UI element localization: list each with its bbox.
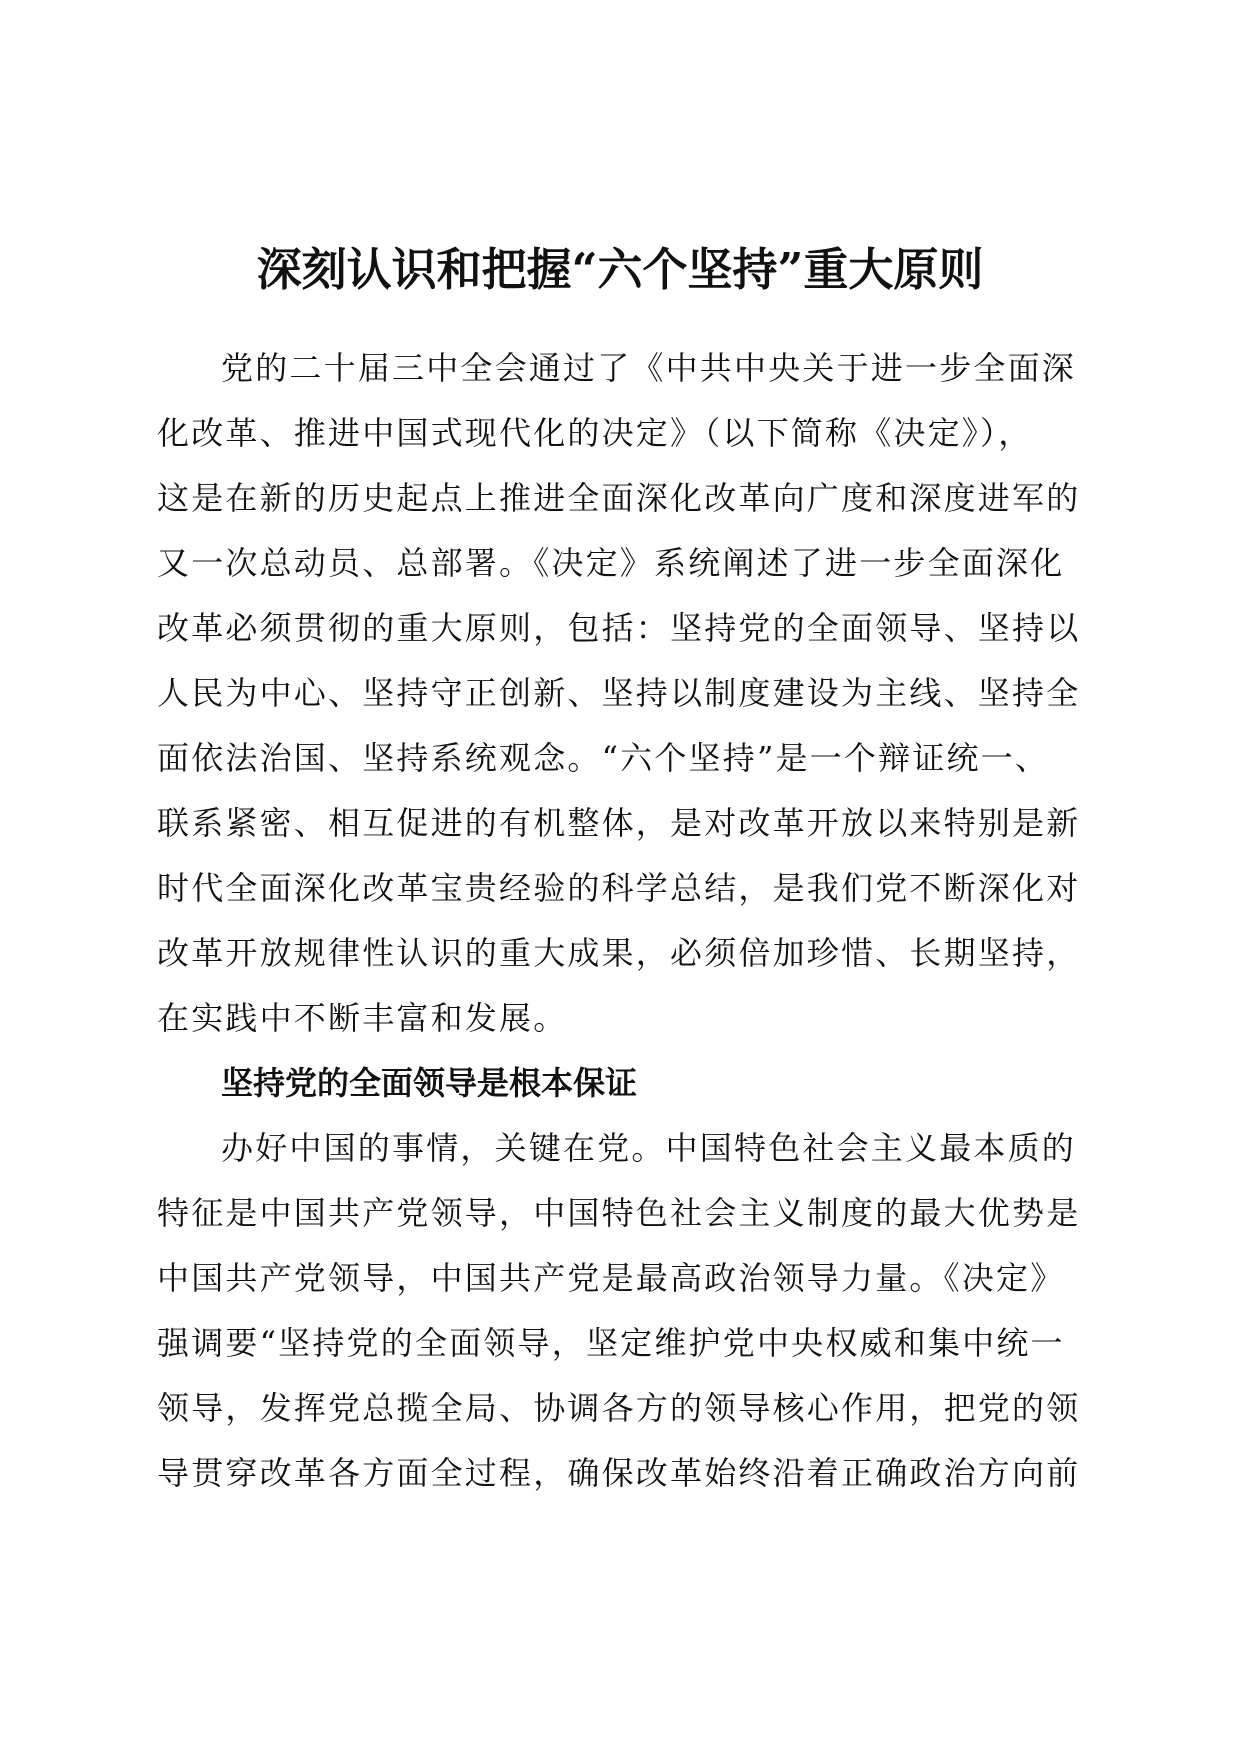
paragraph2-line-4: 强调要“坚持党的全面领导，坚定维护党中央权威和集中统一 — [157, 1324, 1065, 1362]
paragraph2-line-2: 特征是中国共产党领导，中国特色社会主义制度的最大优势是 — [157, 1194, 1081, 1232]
section-heading: 坚持党的全面领导是根本保证 — [221, 1064, 638, 1102]
paragraph2-line-1: 办好中国的事情，关键在党。中国特色社会主义最本质的 — [221, 1129, 1077, 1167]
paragraph1-line-2: 化改革、推进中国式现代化的决定》（以下简称《决定》）， — [157, 414, 1033, 452]
paragraph1-line-10: 改革开放规律性认识的重大成果，必须倍加珍惜、长期坚持， — [157, 934, 1081, 972]
paragraph2-line-6: 导贯穿改革各方面全过程，确保改革始终沿着正确政治方向前 — [157, 1454, 1081, 1492]
paragraph2-line-3: 中国共产党领导，中国共产党是最高政治领导力量。《决定》 — [157, 1259, 1065, 1297]
document-title: 深刻认识和把握“六个坚持”重大原则 — [256, 243, 984, 296]
paragraph1-line-7: 面依法治国、坚持系统观念。“六个坚持”是一个辩证统一、 — [157, 739, 1050, 777]
paragraph1-line-11: 在实践中不断丰富和发展。 — [157, 999, 568, 1037]
paragraph1-line-9: 时代全面深化改革宝贵经验的科学总结，是我们党不断深化对 — [157, 869, 1081, 907]
paragraph1-line-3: 这是在新的历史起点上推进全面深化改革向广度和深度进军的 — [157, 479, 1081, 517]
paragraph1-line-1: 党的二十届三中全会通过了《中共中央关于进一步全面深 — [221, 349, 1077, 387]
paragraph1-line-4: 又一次总动员、总部署。《决定》系统阐述了进一步全面深化 — [157, 544, 1065, 582]
paragraph1-line-8: 联系紧密、相互促进的有机整体，是对改革开放以来特别是新 — [157, 804, 1081, 842]
paragraph1-line-6: 人民为中心、坚持守正创新、坚持以制度建设为主线、坚持全 — [157, 674, 1081, 712]
paragraph2-line-5: 领导，发挥党总揽全局、协调各方的领导核心作用，把党的领 — [157, 1389, 1081, 1427]
paragraph1-line-5: 改革必须贯彻的重大原则，包括：坚持党的全面领导、坚持以 — [157, 609, 1081, 647]
